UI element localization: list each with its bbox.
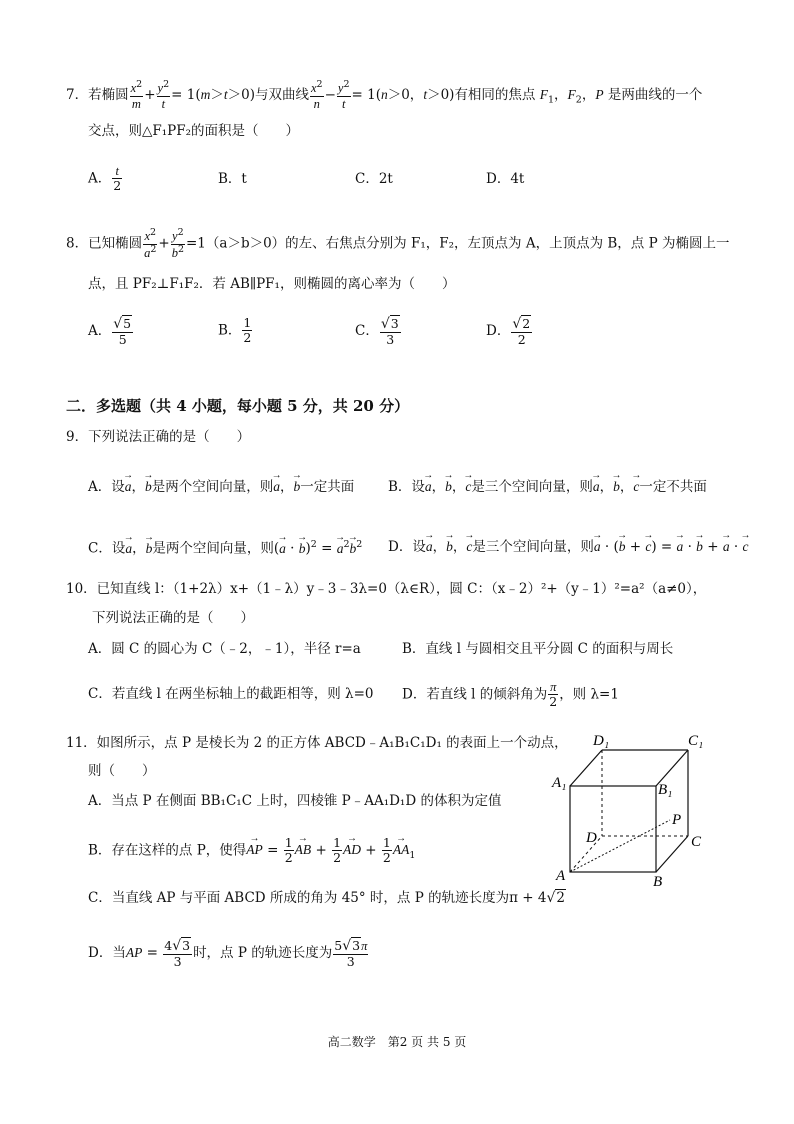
q11-stem-line2: 则（ ）: [88, 763, 156, 779]
label-c1: C₁: [688, 733, 704, 749]
q8-stem-line1: 8．已知椭圆 $\frac{x^2}{a^2}$ + $\frac{y^2}{b^2}$ =1（a＞b＞0）的左、右焦点分别为 F₁，F₂，左顶点为 A，上顶点为 B，点 P 为椭圆上一: [66, 227, 730, 260]
label-a: A: [556, 868, 566, 884]
label-d1: D₁: [593, 733, 610, 749]
label-b: B: [653, 874, 663, 890]
label-b1: B₁: [658, 782, 673, 798]
label-p: P: [672, 812, 682, 828]
fraction: $\frac{\pi}{2}$: [549, 680, 558, 710]
segment-ap: [570, 820, 670, 872]
q10-stem-line1: 10．已知直线 l：（1+2λ）x+（1﹣λ）y﹣3﹣3λ=0（λ∈R），圆 C：（x﹣2）²+（y﹣1）²=a²（a≠0），: [66, 581, 707, 597]
q8-option-b: B． $\frac{1}{2}$: [218, 315, 252, 346]
fraction: $\frac{1}{2}$: [382, 835, 391, 866]
q10-stem-line2: 下列说法正确的是（ ）: [92, 610, 254, 626]
cube-figure: [550, 732, 710, 892]
q11-option-d: D．当AP = $\frac{4√3}{3}$ 时，点 P 的轨迹长度为 $\frac{5√3\pi}{3}$: [88, 938, 368, 970]
fraction: $\frac{t}{2}$: [113, 164, 122, 194]
q10-option-a: A．圆 C 的圆心为 C（﹣2，﹣1），半径 r=a: [88, 641, 361, 657]
fraction: $\frac{4√3}{3}$: [164, 938, 191, 970]
q10-option-d: D．若直线 l 的倾斜角为 $\frac{\pi}{2}$ ，则 λ=1: [402, 680, 619, 710]
q7-stem-line2: 交点，则△F₁PF₂的面积是（ ）: [88, 123, 300, 139]
q9-option-a: A．设→ a，→ b是两个空间向量，则→ a，→ b一定共面: [88, 480, 354, 495]
q10-option-b: B．直线 l 与圆相交且平分圆 C 的面积与周长: [402, 641, 674, 657]
page-footer: 高二数学 第2 页 共 5 页: [327, 1035, 467, 1049]
label-d: D: [586, 830, 597, 846]
fraction: $\frac{x^2}{m}$: [130, 79, 143, 111]
label-c: C: [691, 834, 702, 850]
q11-option-a: A．当点 P 在侧面 BB₁C₁C 上时，四棱锥 P﹣AA₁D₁D 的体积为定值: [88, 793, 502, 809]
q8-option-a: A． $\frac{√5}{5}$: [88, 316, 132, 348]
section-title: 二．多选题（共 4 小题，每小题 5 分，共 20 分）: [66, 397, 410, 415]
fraction: $\frac{y^2}{b^2}$: [171, 227, 184, 260]
q10-option-c: C．若直线 l 在两坐标轴上的截距相等，则 λ=0: [88, 686, 374, 702]
q8-option-d: D． $\frac{√2}{2}$: [486, 316, 531, 348]
label-a1: A₁: [552, 775, 567, 791]
q9-option-b: B．设→ a，→ b，→ c是三个空间向量，则→ a，→ b，→ c一定不共面: [388, 480, 707, 495]
q7-option-c: C．2t: [355, 171, 393, 187]
fraction: $\frac{x^2}{a^2}$: [144, 227, 157, 260]
q8-stem-line2: 点，且 PF₂⊥F₁F₂．若 AB∥PF₁，则椭圆的离心率为（ ）: [88, 276, 456, 292]
q7-stem-line1: 7．若椭圆 $\frac{x^2}{m}$ + $\frac{y^2}{t}$ = 1(m＞t＞0)与双曲线 $\frac{x^2}{n}$ − $\frac{y^2}{t}$ = 1(n＞0，t＞0)有相同的焦点 $F_1$，$F_2$，P 是两曲线的一个: [66, 79, 703, 111]
fraction: $\frac{1}{2}$: [243, 315, 252, 346]
cube-front-face: [570, 786, 656, 872]
q11-stem-line1: 11．如图所示，点 P 是棱长为 2 的正方体 ABCD﹣A₁B₁C₁D₁ 的表面上一个动点，: [66, 735, 568, 751]
q7-option-a: A． $\frac{t}{2}$: [88, 164, 122, 194]
q9-option-c: C．设→ a，→ b是两个空间向量，则(→ a · → b)$^2$ = → $a^2\to b^2$: [88, 540, 362, 556]
cube-edge-bc: [656, 836, 688, 872]
cube-edge-b1c1: [656, 750, 688, 786]
fraction: $\frac{1}{2}$: [333, 835, 342, 866]
fraction: $\frac{√2}{2}$: [512, 316, 531, 348]
fraction: $\frac{√5}{5}$: [113, 316, 132, 348]
fraction: $\frac{y^2}{t}$: [337, 79, 350, 111]
q9-stem: 9．下列说法正确的是（ ）: [66, 429, 251, 445]
fraction: $\frac{√3}{3}$: [380, 316, 399, 348]
q11-option-b: B．存在这样的点 P，使得→ AP = $\frac{1}{2}$ → AB + $\frac{1}{2}$ → AD + $\frac{1}{2}$ → $AA_1$: [88, 836, 415, 866]
fraction: $\frac{5√3\pi}{3}$: [334, 938, 368, 970]
q11-option-c: C．当直线 AP 与平面 ABCD 所成的角为 45° 时，点 P 的轨迹长度为π + 4√2: [88, 890, 565, 906]
q9-option-d: D．设→ a，→ b，→ c是三个空间向量，则→ a · (→ b + → c) = → a · → b + → a · → c: [388, 540, 748, 555]
cube-edge-a1d1: [570, 750, 602, 786]
q7-option-b: B．t: [218, 171, 247, 187]
fraction: $\frac{x^2}{n}$: [310, 79, 323, 111]
q7-option-d: D．4t: [486, 171, 525, 187]
q8-option-c: C． $\frac{√3}{3}$: [355, 316, 399, 348]
fraction: $\frac{1}{2}$: [284, 835, 293, 866]
fraction: $\frac{y^2}{t}$: [157, 79, 170, 111]
